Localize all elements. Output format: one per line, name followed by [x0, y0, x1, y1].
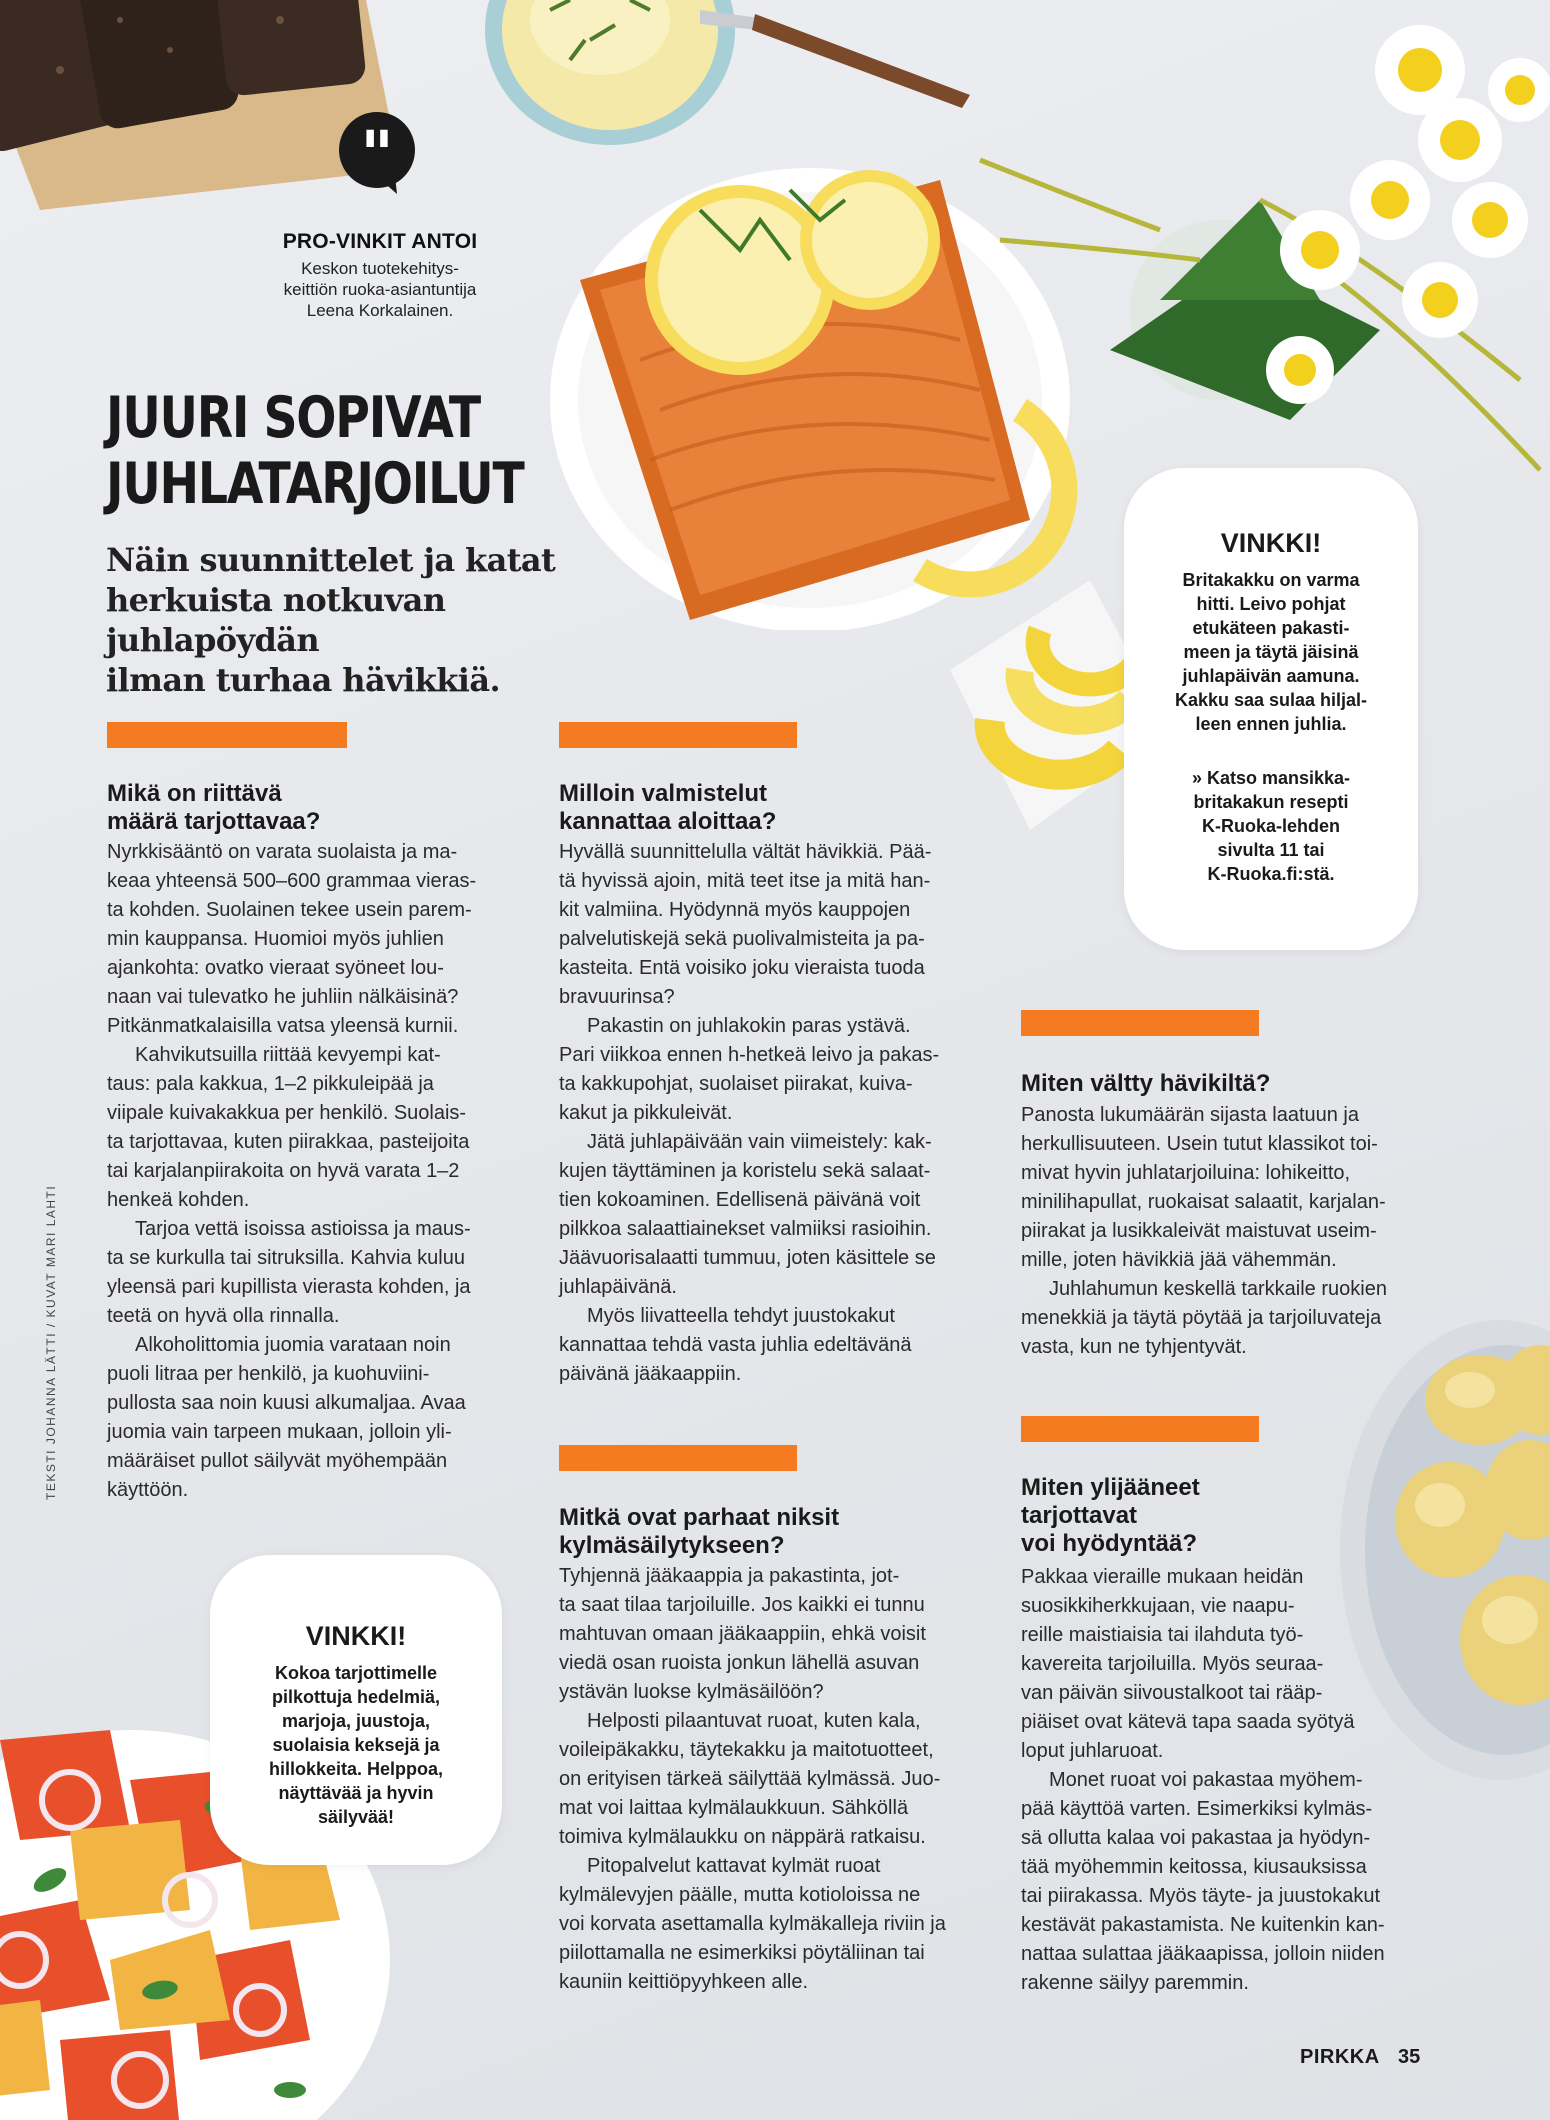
section-divider: [1021, 1416, 1259, 1442]
section-divider: [559, 722, 797, 748]
paragraph: Pakastin on juhlakokin paras ystävä. Pari viikkoa ennen h-hetkeä leivo ja pakas- ta kakkupohjat, suolaiset piirakat, kuiva- kakut ja pikkuleivät.: [559, 1015, 940, 1124]
photo-credit: TEKSTI JOHANNA LÄTTI / KUVAT MARI LAHTI: [44, 1184, 58, 1500]
page-number: 35: [1398, 2046, 1421, 2068]
pro-tip-text: Keskon tuotekehitys- keittiön ruoka-asiantuntija Leena Korkalainen.: [283, 259, 477, 320]
paragraph: Hyvällä suunnittelulla vältät hävikkiä. Pää- tä hyvissä ajoin, mitä teet itse ja mitä han- kit valmiina. Hyödynnä myös kauppojen palvelutiskejä sekä puolivalmisteita ja pa- kasteita. Entä voisiko joku vieraista tuoda bravuurinsa?: [559, 841, 932, 1008]
pro-tip-title: PRO-VINKIT ANTOI: [282, 230, 478, 253]
tip-bubble: [1124, 468, 1418, 950]
paragraph: Kahvikutsuilla riittää kevyempi kat- taus: pala kakkua, 1–2 pikkuleipää ja viipale kuivakakkua per henkilö. Suolais- ta tarjottavaa, kuten piirakkaa, pasteijoita tai karjalanpiirakoita on hyvä varata 1–2 henkeä kohden.: [107, 1044, 470, 1211]
section-body: [559, 838, 1019, 1389]
page-title: JUURI SOPIVAT JUHLATARJOILUT: [106, 385, 524, 517]
section-divider: [1021, 1010, 1259, 1036]
section-body: [1021, 1563, 1421, 1998]
section-body: [1021, 1101, 1421, 1362]
paragraph: Juhlahumun keskellä tarkkaile ruokien menekkiä ja täytä pöytää ja tarjoiluvateja vasta, kun ne tyhjentyvät.: [1021, 1278, 1387, 1358]
paragraph: Tyhjennä jääkaappia ja pakastinta, jot- ta saat tilaa tarjoiluille. Jos kaikki ei tunnu mahtuvan omaan jääkaappiin, ehkä voisit viedä osan ruoista jonkun lähellä asuvan ystävän luokse kylmäsäilöön?: [559, 1565, 926, 1703]
tip-text: Britakakku on varma hitti. Leivo pohjat etukäteen pakasti- meen ja täytä jäisinä juhlapäivän aamuna. Kakku saa sulaa hiljal- leen ennen juhlia.: [1174, 570, 1368, 734]
section-divider: [107, 722, 347, 748]
paragraph: Panosta lukumäärän sijasta laatuun ja herkullisuuteen. Usein tutut klassikot toi- mivat hyvin juhlatarjoiluina: lohikeitto, minilihapullat, ruokaisat salaatit, karjalan- piirakat ja lusikkaleivät maistuvat useim- mille, joten hävikkiä jää vähemmän.: [1021, 1104, 1386, 1271]
tip-text: Kokoa tarjottimelle pilkottuja hedelmiä, marjoja, juustoja, suolaisia keksejä ja hillokkeita. Helppoa, näyttävää ja hyvin säilyvää!: [268, 1663, 444, 1827]
section-body: [559, 1562, 1019, 1997]
magazine-name: PIRKKA: [1300, 2046, 1380, 2068]
section-heading: Miten ylijääneet tarjottavat voi hyödyntää?: [1021, 1474, 1200, 1557]
section-heading: Mitkä ovat parhaat niksit kylmäsäilytykseen?: [559, 1504, 840, 1559]
paragraph: Monet ruoat voi pakastaa myöhem- pää käyttöä varten. Esimerkiksi kylmäs- sä ollutta kalaa voi pakastaa ja hyödyn- tää myöhemmin keitossa, kiusauksissa tai piirakassa. Myös täyte- ja juustokakut kestävät pakastamista. Ne kuitenkin kan- nattaa sulattaa jääkaapissa, jolloin niiden rakenne säilyy paremmin.: [1021, 1769, 1385, 1994]
svg-text:": ": [360, 117, 394, 192]
paragraph: Tarjoa vettä isoissa astioissa ja maus- ta se kurkulla tai sitruksilla. Kahvia kuluu yleensä pari kupillista vierasta kohden, ja teetä on hyvä olla rinnalla.: [107, 1218, 471, 1327]
lead-text: Näin suunnittelet ja katat herkuista notkuvan juhlapöydän ilman turhaa hävikkiä.: [106, 541, 556, 699]
section-heading: Milloin valmistelut kannattaa aloittaa?: [559, 780, 777, 835]
tip-bubble: [210, 1555, 502, 1865]
paragraph: Myös liivatteella tehdyt juustokakut kannattaa tehdä vasta juhlia edeltävänä päivänä jääkaappiin.: [559, 1305, 912, 1385]
section-body: [107, 838, 567, 1505]
tip-recipe-link[interactable]: » Katso mansikka- britakakun resepti K-Ruoka-lehden sivulta 11 tai K-Ruoka.fi:stä.: [1191, 768, 1351, 884]
tip-title: VINKKI!: [305, 1621, 407, 1651]
butter-knife-image: [700, 0, 980, 110]
paragraph: Alkoholittomia juomia varataan noin puoli litraa per henkilö, ja kuohuviini- pullosta saa noin kuusi alkumaljaa. Avaa juomia vain tarpeen mukaan, jolloin yli- määräiset pullot säilyvät myöhempään käyttöön.: [107, 1334, 466, 1501]
paragraph: Helposti pilaantuvat ruoat, kuten kala, voileipäkakku, täytekakku ja maitotuotteet, on erityisen tärkeä säilyttää kylmässä. Juo- mat voi laittaa kylmälaukkuun. Sähköllä toimiva kylmälaukku on näppärä ratkaisu.: [559, 1710, 941, 1848]
section-heading: Miten vältty hävikiltä?: [1021, 1070, 1271, 1097]
section-divider: [559, 1445, 797, 1471]
paragraph: Pakkaa vieraille mukaan heidän suosikkiherkkujaan, vie naapu- reille maistiaisia tai ilahduta työ- kavereita tarjoiluilla. Myös seuraa- van päivän siivoustalkoot tai rääp- piäiset ovat kätevä tapa saada syötyä loput juhlaruoat.: [1021, 1566, 1355, 1762]
section-heading: Mikä on riittävä määrä tarjottavaa?: [107, 780, 321, 835]
tip-title: VINKKI!: [1220, 528, 1322, 558]
paragraph: Nyrkkisääntö on varata suolaista ja ma- keaa yhteensä 500–600 grammaa vieras- ta kohden. Suolainen tekee usein parem- min kauppansa. Huomioi myös juhlien ajankohta: ovatko vieraat syöneet lou- naan vai tulevatko he juhliin nälkäisinä? Pitkänmatkalaisilla vatsa yleensä kurnii.: [107, 841, 477, 1037]
paragraph: Jätä juhlapäivään vain viimeistely: kak- kujen täyttäminen ja koristelu sekä salaat- tien kokoaminen. Edellisenä päivänä voit pilkkoa salaattiainekset valmiiksi rasioihin. Jäävuorisalaatti tummuu, joten käsittele se juhlapäivänä.: [559, 1131, 936, 1298]
paragraph: Pitopalvelut kattavat kylmät ruoat kylmälevyjen päälle, mutta kotioloissa ne voi korvata asettamalla kylmäkalleja riviin ja piilottamalla ne esimerkiksi pöytäliinan tai kauniin keittiöpyyhkeen alle.: [559, 1855, 946, 1993]
quote-icon: [335, 110, 419, 194]
